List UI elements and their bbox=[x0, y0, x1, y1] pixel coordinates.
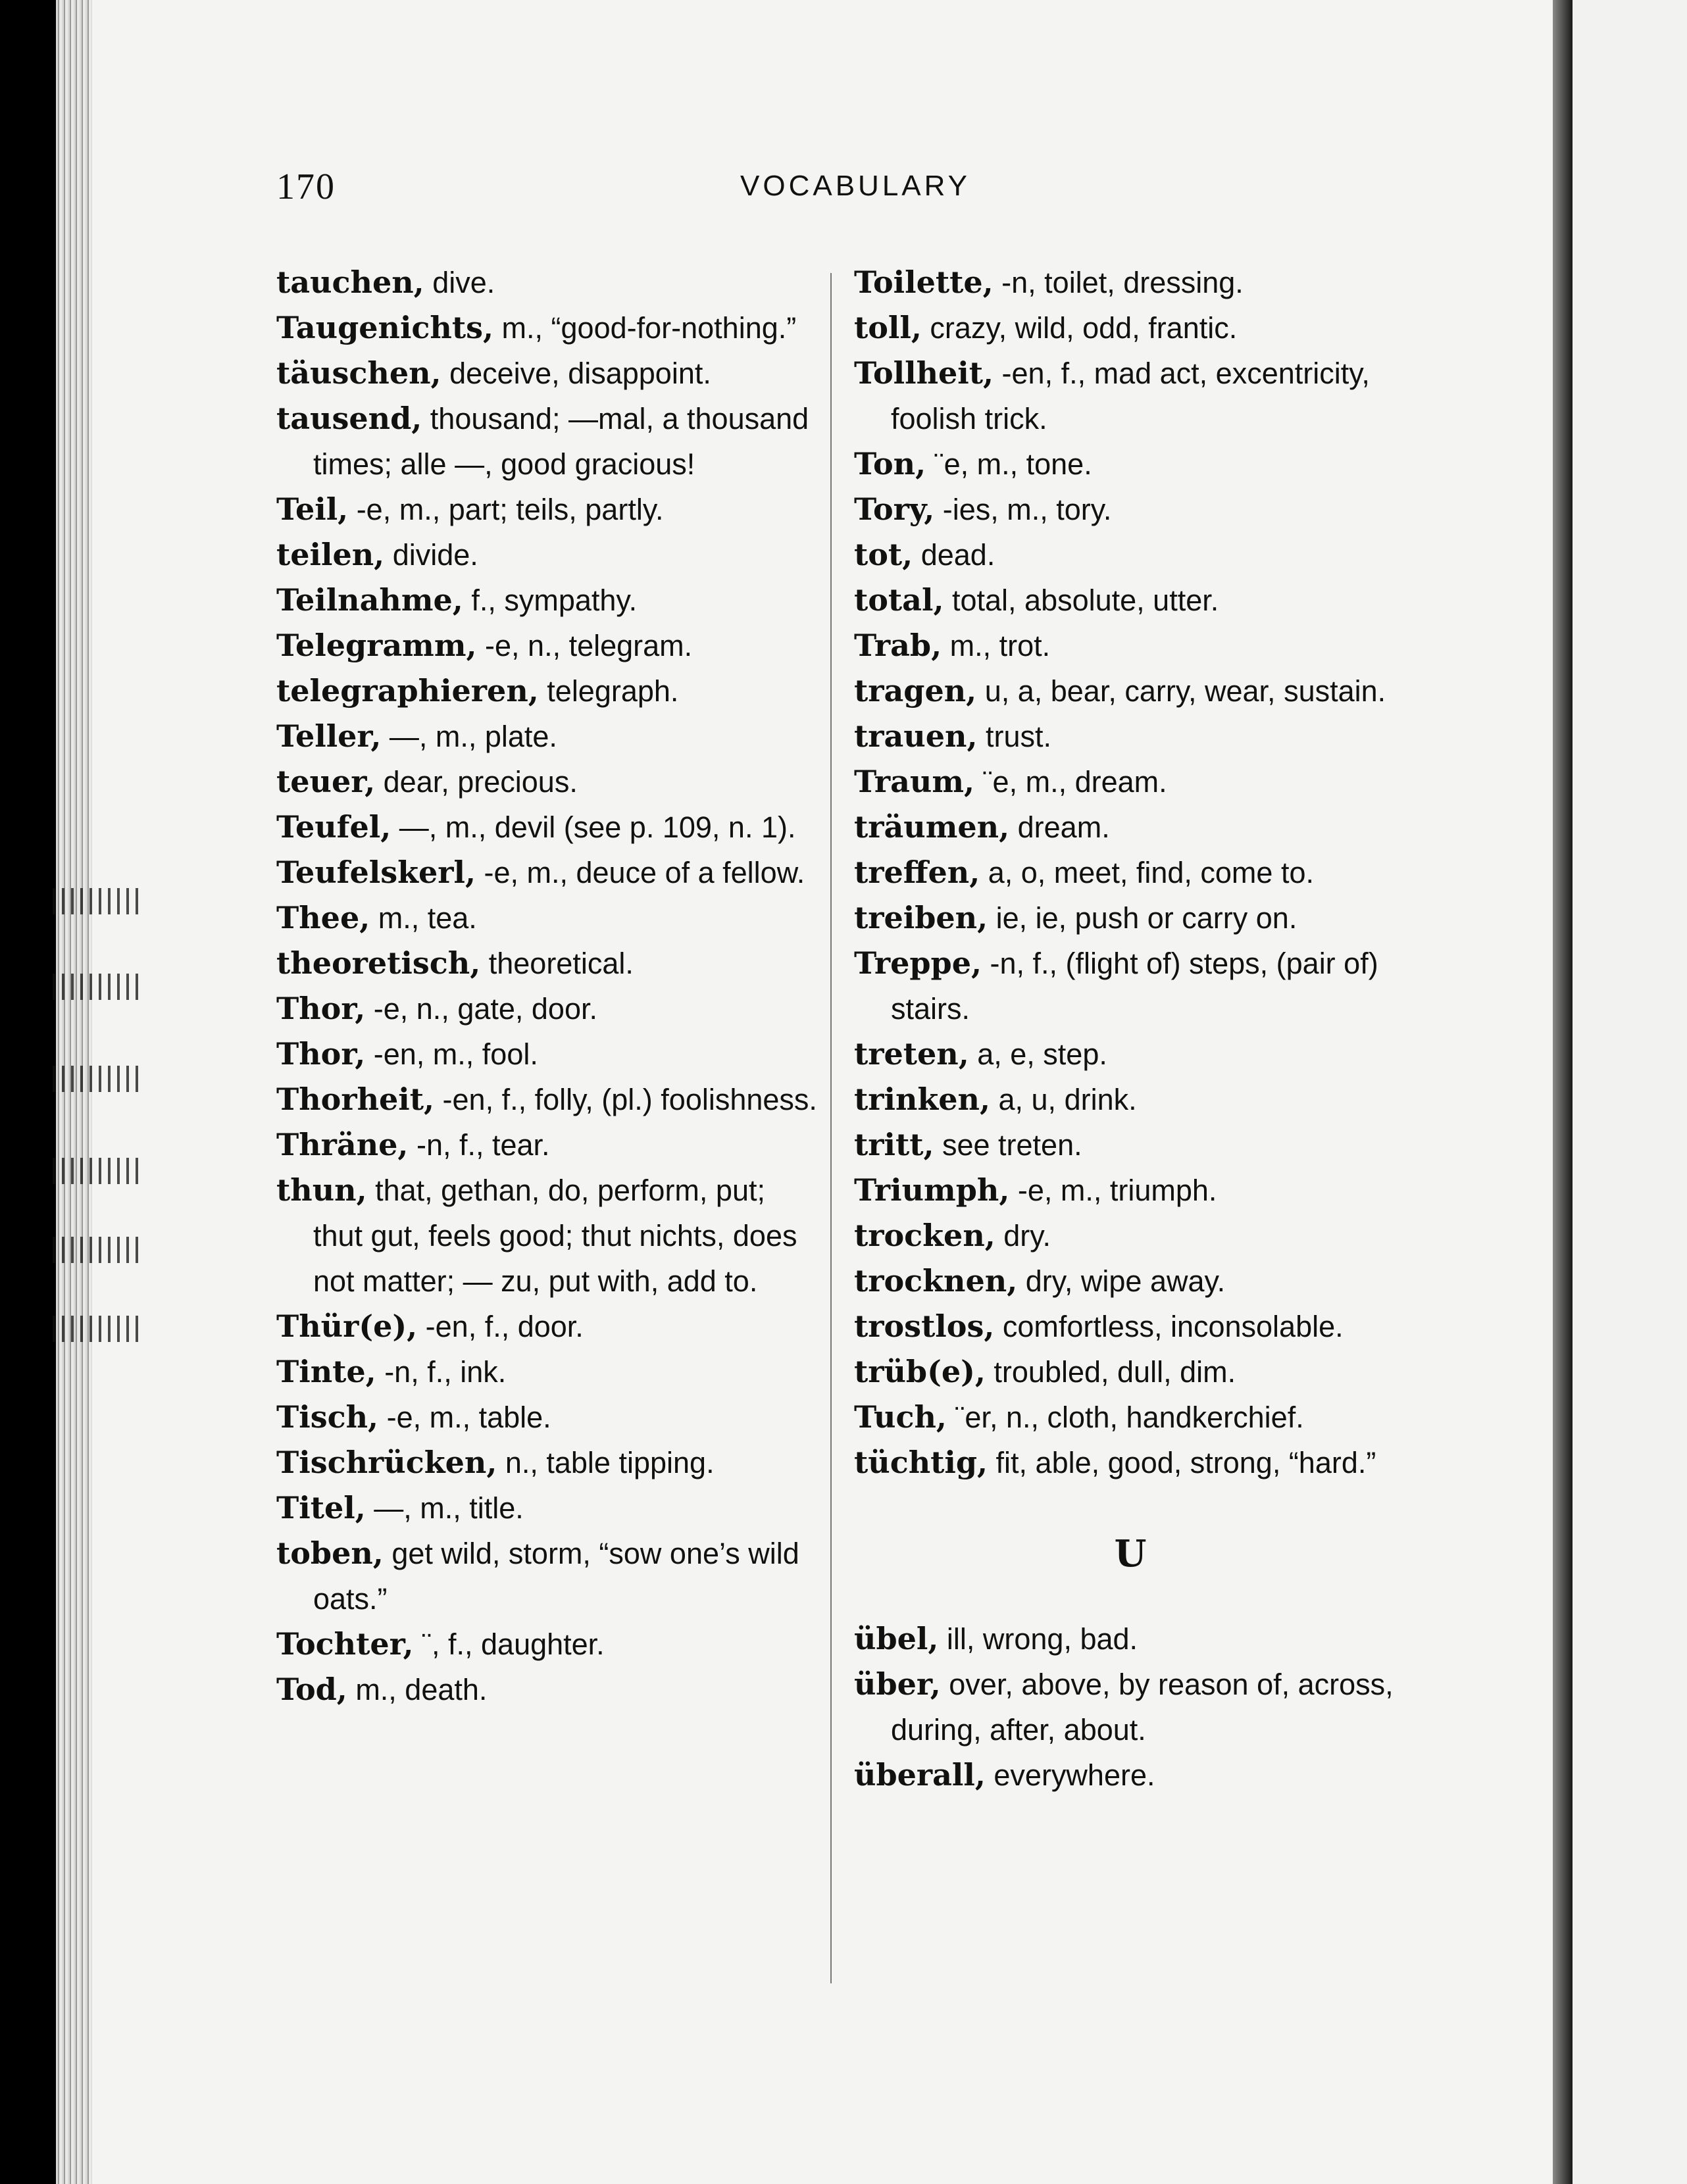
entry-definition: ie, ie, push or carry on. bbox=[988, 901, 1297, 935]
entry-definition: dive. bbox=[424, 266, 495, 299]
dictionary-entry bbox=[854, 941, 1407, 1031]
entry-headword: tot, bbox=[854, 537, 913, 572]
entry-headword: telegraphieren, bbox=[276, 673, 539, 708]
entry-headword: theoretisch, bbox=[276, 945, 481, 981]
entry-headword: tragen, bbox=[854, 673, 977, 708]
entry-headword: Thee, bbox=[276, 900, 370, 935]
edge-mark bbox=[53, 1237, 145, 1263]
entry-headword: Taugenichts, bbox=[276, 310, 494, 345]
entry-headword: teilen, bbox=[276, 537, 385, 572]
entry-definition: dear, precious. bbox=[375, 765, 578, 799]
entry-definition: -en, f., folly, (pl.) foolishness. bbox=[434, 1083, 817, 1116]
entry-definition: get wild, storm, “sow one’s wild oats.” bbox=[313, 1537, 799, 1616]
entry-definition: dry. bbox=[995, 1219, 1051, 1253]
entry-headword: Teil, bbox=[276, 491, 349, 527]
section-letter: U bbox=[1114, 1532, 1147, 1576]
edge-mark bbox=[53, 974, 145, 1000]
spine-shadow bbox=[1553, 0, 1573, 2184]
entry-definition: -n, toilet, dressing. bbox=[993, 266, 1244, 299]
entry-headword: trüb(e), bbox=[854, 1354, 986, 1389]
dictionary-entry bbox=[276, 305, 822, 351]
dictionary-entry bbox=[276, 396, 822, 487]
entry-definition: crazy, wild, odd, frantic. bbox=[921, 311, 1238, 345]
dictionary-entry bbox=[276, 805, 822, 850]
entry-definition: thousand; —mal, a thousand times; alle —, good gracious! bbox=[313, 402, 809, 481]
entry-headword: Treppe, bbox=[854, 945, 982, 981]
entry-definition: -en, f., mad act, excentricity, foolish trick. bbox=[891, 357, 1370, 435]
entry-headword: trinken, bbox=[854, 1081, 990, 1117]
dictionary-entry bbox=[276, 1349, 822, 1395]
entry-headword: trocknen, bbox=[854, 1263, 1018, 1299]
dictionary-entry bbox=[276, 578, 822, 623]
entry-definition: —, m., plate. bbox=[381, 720, 557, 753]
dictionary-entry bbox=[854, 305, 1407, 351]
entry-headword: trauen, bbox=[854, 718, 978, 754]
dictionary-entry bbox=[854, 895, 1407, 941]
dictionary-entry bbox=[854, 1395, 1407, 1440]
entry-headword: träumen, bbox=[854, 809, 1010, 845]
dictionary-entry bbox=[854, 578, 1407, 623]
entry-definition: ill, wrong, bad. bbox=[938, 1622, 1138, 1656]
entry-definition: -e, n., gate, door. bbox=[365, 992, 597, 1026]
entry-definition: -ies, m., tory. bbox=[934, 493, 1112, 526]
entry-headword: treiben, bbox=[854, 900, 988, 935]
dictionary-entry bbox=[854, 850, 1407, 895]
dictionary-entry bbox=[854, 759, 1407, 805]
dictionary-entry bbox=[276, 1168, 822, 1304]
dictionary-entry bbox=[854, 1616, 1407, 1662]
dictionary-entry bbox=[276, 487, 822, 532]
entry-headword: tausend, bbox=[276, 401, 422, 436]
entry-definition: n., table tipping. bbox=[497, 1446, 715, 1479]
entry-headword: Telegramm, bbox=[276, 628, 477, 663]
edge-mark bbox=[53, 1158, 145, 1184]
entry-headword: thun, bbox=[276, 1172, 367, 1208]
dictionary-entry bbox=[854, 487, 1407, 532]
right-column-u-entries bbox=[854, 1616, 1407, 1798]
entry-headword: Tochter, bbox=[276, 1626, 414, 1662]
dictionary-entry bbox=[854, 668, 1407, 714]
dictionary-entry bbox=[854, 351, 1407, 441]
entry-definition: ¨e, m., dream. bbox=[974, 765, 1167, 799]
entry-headword: Tory, bbox=[854, 491, 935, 527]
dictionary-entry bbox=[854, 1213, 1407, 1258]
entry-headword: Tisch, bbox=[276, 1399, 379, 1435]
entry-definition: m., trot. bbox=[942, 629, 1051, 662]
dictionary-entry bbox=[276, 623, 822, 668]
entry-definition: total, absolute, utter. bbox=[944, 583, 1219, 617]
entry-definition: a, e, step. bbox=[969, 1037, 1107, 1071]
entry-headword: täuschen, bbox=[276, 355, 441, 391]
entry-headword: toll, bbox=[854, 310, 922, 345]
entry-headword: Tuch, bbox=[854, 1399, 947, 1435]
entry-definition: a, u, drink. bbox=[990, 1083, 1137, 1116]
entry-definition: troubled, dull, dim. bbox=[985, 1355, 1236, 1389]
entry-headword: Traum, bbox=[854, 764, 975, 799]
column-divider bbox=[830, 273, 832, 1983]
entry-definition: dream. bbox=[1009, 810, 1110, 844]
dictionary-entry bbox=[854, 1662, 1407, 1752]
entry-headword: total, bbox=[854, 582, 944, 618]
entry-headword: tauchen, bbox=[276, 264, 424, 300]
entry-headword: Thräne, bbox=[276, 1127, 409, 1162]
entry-definition: -en, f., door. bbox=[417, 1310, 584, 1343]
entry-headword: über, bbox=[854, 1666, 941, 1702]
dictionary-entry bbox=[276, 895, 822, 941]
entry-definition: see treten. bbox=[934, 1128, 1082, 1162]
dictionary-entry bbox=[854, 1168, 1407, 1213]
entry-definition: -n, f., (flight of) steps, (pair of) stairs. bbox=[891, 947, 1378, 1026]
page-header bbox=[276, 166, 1434, 212]
dictionary-entry bbox=[276, 351, 822, 396]
entry-definition: deceive, disappoint. bbox=[441, 357, 711, 390]
dictionary-entry bbox=[854, 1752, 1407, 1798]
edge-mark bbox=[53, 1316, 145, 1342]
entry-definition: -e, m., deuce of a fellow. bbox=[475, 856, 805, 889]
entry-definition: u, a, bear, carry, wear, sustain. bbox=[976, 674, 1386, 708]
entry-definition: —, m., title. bbox=[365, 1491, 524, 1525]
dictionary-entry bbox=[276, 1122, 822, 1168]
entry-definition: ¨e, m., tone. bbox=[926, 447, 1092, 481]
entry-definition: dry, wipe away. bbox=[1017, 1264, 1226, 1298]
entry-definition: ¨, f., daughter. bbox=[413, 1627, 605, 1661]
running-head: VOCABULARY bbox=[740, 170, 970, 202]
entry-definition: that, gethan, do, perform, put; thut gut, feels good; thut nichts, does not matter; — zu, put with, add to. bbox=[313, 1174, 797, 1298]
entry-headword: Thür(e), bbox=[276, 1308, 418, 1344]
entry-definition: -n, f., ink. bbox=[376, 1355, 507, 1389]
dictionary-entry bbox=[276, 941, 822, 986]
entry-definition: over, above, by reason of, across, during, after, about. bbox=[891, 1668, 1394, 1747]
dictionary-entry bbox=[276, 1077, 822, 1122]
dictionary-entry bbox=[276, 532, 822, 578]
dictionary-entry bbox=[276, 260, 822, 305]
entry-headword: Teufelskerl, bbox=[276, 855, 476, 890]
dictionary-entry bbox=[276, 759, 822, 805]
entry-headword: Toilette, bbox=[854, 264, 994, 300]
entry-headword: Teilnahme, bbox=[276, 582, 463, 618]
edge-mark bbox=[53, 1066, 145, 1092]
entry-headword: tüchtig, bbox=[854, 1445, 988, 1480]
entry-definition: telegraph. bbox=[538, 674, 679, 708]
entry-definition: -e, m., table. bbox=[378, 1401, 551, 1434]
entry-definition: divide. bbox=[384, 538, 478, 572]
entry-headword: trostlos, bbox=[854, 1308, 995, 1344]
entry-headword: teuer, bbox=[276, 764, 376, 799]
dictionary-entry bbox=[854, 1077, 1407, 1122]
right-column-t-entries bbox=[854, 260, 1407, 1485]
dictionary-entry bbox=[854, 1440, 1407, 1485]
entry-definition: -n, f., tear. bbox=[408, 1128, 550, 1162]
dictionary-entry bbox=[854, 532, 1407, 578]
dictionary-entry bbox=[276, 1531, 822, 1622]
dictionary-entry bbox=[276, 1395, 822, 1440]
entry-headword: treten, bbox=[854, 1036, 969, 1072]
dictionary-entry bbox=[854, 805, 1407, 850]
entry-definition: m., “good-for-nothing.” bbox=[493, 311, 797, 345]
dictionary-entry bbox=[854, 1304, 1407, 1349]
entry-headword: Ton, bbox=[854, 446, 926, 482]
entry-definition: f., sympathy. bbox=[463, 583, 638, 617]
entry-headword: Teller, bbox=[276, 718, 382, 754]
dictionary-entry bbox=[854, 714, 1407, 759]
entry-headword: Tollheit, bbox=[854, 355, 994, 391]
entry-headword: Triumph, bbox=[854, 1172, 1010, 1208]
entry-headword: überall, bbox=[854, 1757, 986, 1793]
entry-definition: dead. bbox=[913, 538, 995, 572]
entry-definition: a, o, meet, find, come to. bbox=[980, 856, 1314, 889]
entry-headword: Titel, bbox=[276, 1490, 366, 1526]
left-column bbox=[276, 260, 822, 1712]
entry-headword: Tod, bbox=[276, 1672, 347, 1707]
dictionary-entry bbox=[854, 260, 1407, 305]
right-column bbox=[854, 260, 1407, 1798]
entry-definition: -e, m., part; teils, partly. bbox=[348, 493, 664, 526]
entry-headword: übel, bbox=[854, 1621, 939, 1656]
entry-definition: theoretical. bbox=[480, 947, 634, 980]
entry-definition: m., death. bbox=[347, 1673, 488, 1706]
dictionary-entry bbox=[276, 668, 822, 714]
dictionary-entry bbox=[854, 1258, 1407, 1304]
dictionary-entry bbox=[276, 1304, 822, 1349]
entry-headword: treffen, bbox=[854, 855, 980, 890]
entry-headword: Teufel, bbox=[276, 809, 391, 845]
entry-definition: -e, m., triumph. bbox=[1009, 1174, 1217, 1207]
facing-page-edge bbox=[1573, 0, 1687, 2184]
entry-definition: fit, able, good, strong, “hard.” bbox=[988, 1446, 1376, 1479]
entry-headword: tritt, bbox=[854, 1127, 934, 1162]
dictionary-entry bbox=[276, 1440, 822, 1485]
entry-headword: toben, bbox=[276, 1535, 384, 1571]
page-number: 170 bbox=[276, 166, 336, 207]
entry-definition: comfortless, inconsolable. bbox=[994, 1310, 1344, 1343]
dictionary-entry bbox=[854, 623, 1407, 668]
entry-definition: m., tea. bbox=[370, 901, 477, 935]
dictionary-entry bbox=[276, 1485, 822, 1531]
entry-headword: Tischrücken, bbox=[276, 1445, 497, 1480]
dictionary-entry bbox=[854, 441, 1407, 487]
dictionary-entry bbox=[276, 714, 822, 759]
entry-headword: Thorheit, bbox=[276, 1081, 435, 1117]
entry-definition: -en, m., fool. bbox=[365, 1037, 538, 1071]
dictionary-entry bbox=[276, 1667, 822, 1712]
entry-headword: Trab, bbox=[854, 628, 942, 663]
dictionary-entry bbox=[854, 1122, 1407, 1168]
dictionary-entry bbox=[276, 1031, 822, 1077]
dictionary-entry bbox=[276, 986, 822, 1031]
entry-definition: ¨er, n., cloth, handkerchief. bbox=[946, 1401, 1304, 1434]
entry-definition: trust. bbox=[977, 720, 1051, 753]
entry-definition: -e, n., telegram. bbox=[476, 629, 693, 662]
dictionary-entry bbox=[854, 1349, 1407, 1395]
edge-mark bbox=[53, 888, 145, 914]
dictionary-entry bbox=[854, 1031, 1407, 1077]
dictionary-entry bbox=[276, 1622, 822, 1667]
entry-definition: everywhere. bbox=[985, 1758, 1155, 1792]
entry-headword: Thor, bbox=[276, 1036, 366, 1072]
entry-headword: Tinte, bbox=[276, 1354, 376, 1389]
dictionary-entry bbox=[276, 850, 822, 895]
entry-headword: Thor, bbox=[276, 991, 366, 1026]
entry-definition: —, m., devil (see p. 109, n. 1). bbox=[391, 810, 796, 844]
entry-headword: trocken, bbox=[854, 1218, 995, 1253]
